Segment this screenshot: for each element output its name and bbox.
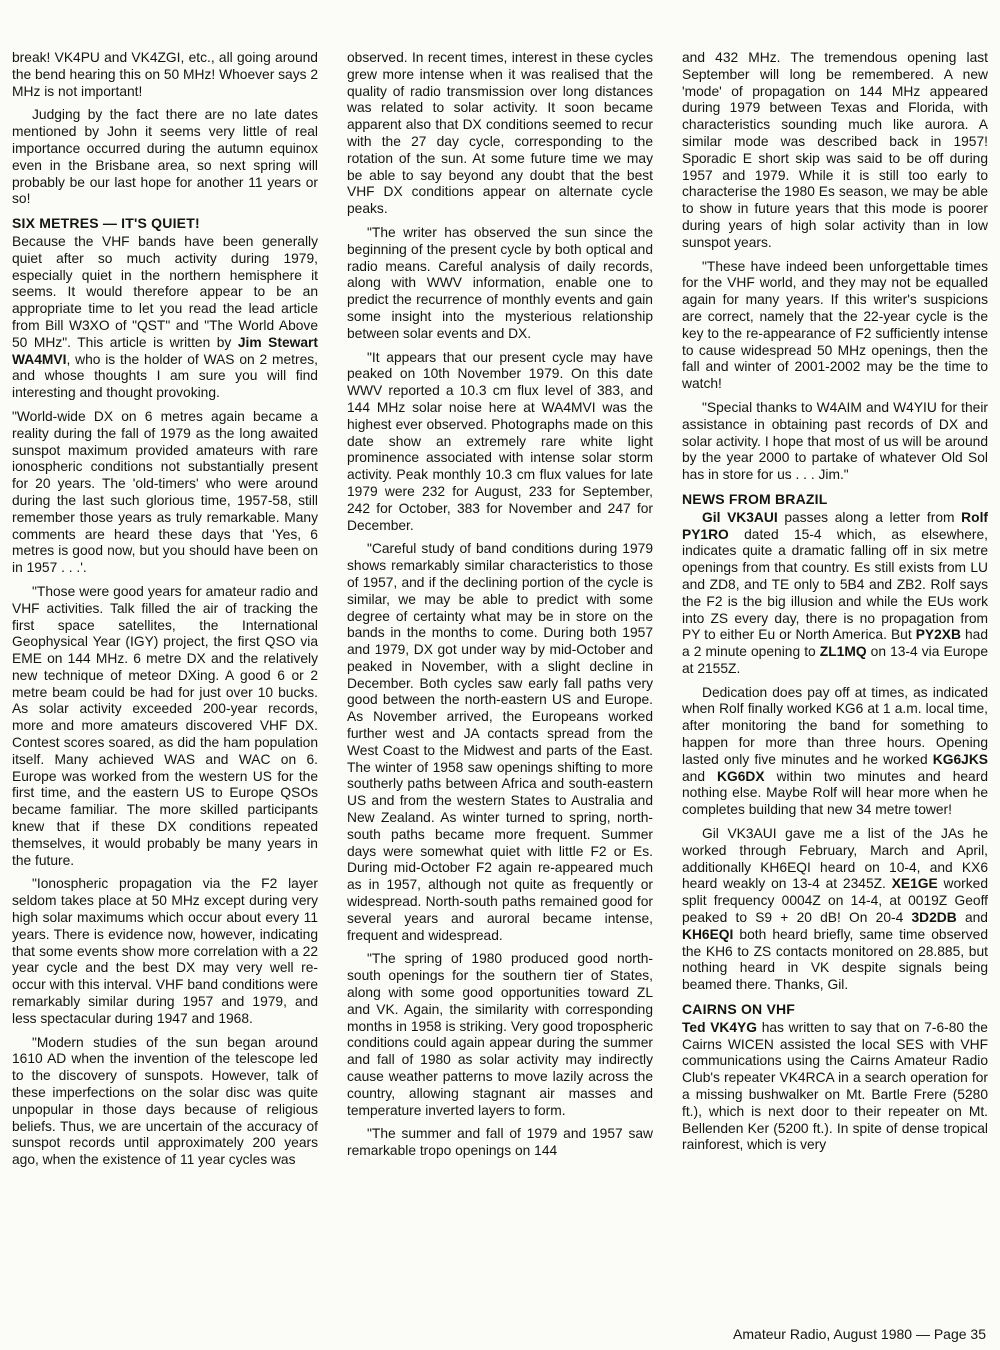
callsign: ZL1MQ <box>819 644 867 660</box>
section-heading-six-metres: SIX METRES — IT'S QUIET! <box>12 215 200 232</box>
paragraph: "Careful study of band conditions during 1979 shows remarkably similar characteristics to those of 1957, and if the declining portion of the cycle is similar, we may be able to predict with some degree of certainty what may be in store on the bands in the months to come. During both 1957 and 1979, DX got under way by mid-October and peaked in November, with a slight decline in December. Both cycles saw early fall paths very good between the north-eastern US and Europe. As November arrived, the Europeans worked further west and JA contacts spread from the West Coast to the Midwest and parts of the East. The winter of 1958 saw openings shifting to more southerly paths between Africa and south-eastern US and from the western States to Australia and New Zealand. As winter turned to spring, north-south paths became more frequent. Summer days were somewhat quiet with little F2 or Es. During mid-October F2 again re-appeared much as in 1957, although not quite as frequently or widespread. North-south paths remained good for several years and auroral became intense, frequent and widespread. <box>347 541 653 943</box>
paragraph: Judging by the fact there are no late dates mentioned by John it seems very little of real importance occurred during the autumn equinox even in the Brisbane area, so next spring will probably be our last hope for another 11 years or so! <box>12 107 318 207</box>
paragraph <box>682 510 988 678</box>
paragraph: "These have indeed been unforgettable times for the VHF world, and they may not be equalled again for many years. If this writer's suspicions are correct, namely that the 22-year cycle is the key to the re-appearance of F2 sufficiently intense to cause widespread 50 MHz openings, then the fall and winter of 2001-2002 may be the time to watch! <box>682 258 988 392</box>
paragraph: observed. In recent times, interest in these cycles grew more intense when it was realised that the quality of radio transmission over long distances was related to solar activity. It soon became apparent also that DX conditions seemed to recur with the 27 day cycle, corresponding to the rotation of the sun. At some future time we may be able to say beyond any doubt that the best VHF DX conditions appear on alternate cycle peaks. <box>347 50 653 217</box>
callsign: PY2XB <box>915 627 961 643</box>
magazine-page <box>12 50 988 1310</box>
paragraph: break! VK4PU and VK4ZGI, etc., all going around the bend hearing this on 50 MHz! Whoever says 2 MHz is not important! <box>12 50 318 99</box>
column-2 <box>347 50 653 1167</box>
author-name: Jim Stewart WA4MVI <box>12 334 318 367</box>
text-span: and <box>682 768 718 784</box>
callsign: KG6DX <box>717 768 765 784</box>
text-span: has written to say that on 7-6-80 the Cairns WICEN assisted the local SES with VHF communications using the Cairns Amateur Radio Club's repeater VK4RCA in a search operation for a missing bushwalker on Mt. Bartle Frere (5280 ft.), which is next door to their repeater on Mt. Bellenden Ker (5200 ft.). In spite of dense tropical rainforest, which is very <box>682 1019 988 1153</box>
text-span: on 13-4 via Europe at 2155Z. <box>682 644 988 676</box>
section-heading-cairns-on-vhf: CAIRNS ON VHF <box>682 1001 796 1018</box>
paragraph <box>12 234 318 402</box>
text-span: worked split frequency 0004Z on 14-4, at 0019Z Geoff peaked to S9 + 20 dB! On 20-4 <box>682 876 988 926</box>
callsign: Gil VK3AUI <box>702 509 778 525</box>
paragraph <box>682 826 988 994</box>
column-1 <box>12 50 318 1176</box>
text-span: Because the VHF bands have been generally quiet after so much activity during 1979, especially quiet in the northern hemisphere it seems. It would therefore appear to be an appropriate time to let you read the lead article from Bill W3XO of "QST" and "The World Above 50 MHz". This article is written by <box>12 233 318 350</box>
text-span: Gil VK3AUI gave me a list of the JAs he worked through February, March and April, additionally KH6EQI heard on 10-4, and KX6 heard weakly on 13-4 at 2345Z. <box>682 826 988 892</box>
text-span: dated 15-4 which, as elsewhere, indicates quite a dramatic falling off in six metre openings from that country. Es still exists from LU and ZD8, and TE only to 5B4 and ZB2. Rolf says the F2 is the big illusion and while the EUs work into ZS every day, there is no propagation from PY to either Eu or North America. But <box>682 526 988 643</box>
text-span: passes along a letter from <box>777 509 962 525</box>
text-span: and <box>956 910 988 926</box>
paragraph: "World-wide DX on 6 metres again became a reality during the fall of 1979 as the long awaited sunspot maximum provided amateurs with rare ionospheric conditions not substantially present for 20 years. The 'old-timers' who were around during the last such glorious time, 1957-58, still remember those years as truly remarkable. Many comments are heard these days that 'Yes, 6 metres is good now, but you should have been on in 1957 . . .'. <box>12 408 318 576</box>
text-span: , who is the holder of WAS on 2 metres, and whose thoughts I am sure you will find interesting and thought provoking. <box>12 351 318 401</box>
paragraph: "Modern studies of the sun began around 1610 AD when the invention of the telescope led to the discovery of sunspots. However, talk of these imperfections on the solar disc was quite unpopular in those days because of religious beliefs. Thus, we are uncertain of the accuracy of sunspot records until approximately 200 years ago, when the existence of 11 year cycles was <box>12 1034 318 1168</box>
page-footer: Amateur Radio, August 1980 — Page 35 <box>733 1326 986 1342</box>
paragraph <box>682 685 988 819</box>
paragraph: "It appears that our present cycle may have peaked on 10th November 1979. On this date WWV reported a 10.3 cm flux level of 383, and 144 MHz solar noise here at WA4MVI was the highest ever observed. Photographs made on this date show an extremely rare white light prominence associated with intense solar storm activity. Peak monthly 10.3 cm flux values for late 1979 were 232 for August, 233 for September, 242 for October, 383 for November and 247 for December. <box>347 349 653 533</box>
paragraph: "The summer and fall of 1979 and 1957 saw remarkable tropo openings on 144 <box>347 1126 653 1159</box>
callsign: KH6EQI <box>682 926 734 942</box>
paragraph: "Special thanks to W4AIM and W4YIU for their assistance in obtaining past records of DX and solar activity. I hope that most of us will be around by the year 2000 to partake of whatever Old Sol has in store for us . . . Jim." <box>682 399 988 483</box>
text-span: Dedication does pay off at times, as indicated when Rolf finally worked KG6 at 1 a.m. local time, after monitoring the band for something to happen for more than three hours. Opening lasted only five minutes and he worked <box>682 684 988 767</box>
text-span: both heard briefly, same time observed the KH6 to ZS contacts monitored on 28.885, but nothing heard in VK despite signals being beamed there. Thanks, Gil. <box>682 926 988 993</box>
paragraph: and 432 MHz. The tremendous opening last September will long be remembered. A new 'mode' of propagation on 144 MHz appeared during 1979 between Texas and Florida, with characteristics sounding much like aurora. A similar mode was described back in 1957! Sporadic E short skip was said to be off during 1957 and 1979. While it is still too early to characterise the 1980 Es season, we may be able to show in future years that this mode is poorer during years of high solar activity than in low sunspot years. <box>682 50 988 250</box>
callsign: 3D2DB <box>911 910 957 926</box>
text-span: had a 2 minute opening to <box>682 627 988 660</box>
callsign: XE1GE <box>891 876 938 892</box>
paragraph: "The spring of 1980 produced good north-south openings for the southern tier of States, along with some good opportunities toward ZL and VK. Again, the similarity with corresponding months in 1958 is striking. Very good tropospheric conditions could again appear during the summer and fall of 1980 as solar activity may indirectly cause weather patterns to move lazily across the country, allowing stagnant air masses and temperature inverted layers to form. <box>347 951 653 1118</box>
text-span: within two minutes and heard nothing else. Maybe Rolf will hear more when he completes building that new 34 metre tower! <box>682 768 988 818</box>
callsign: KG6JKS <box>932 751 988 767</box>
paragraph: "Those were good years for amateur radio and VHF activities. Talk filled the air of tracking the first space satellites, the International Geophysical Year (IGY) project, the first QSO via EME on 144 MHz. 6 metre DX and the relatively new technique of meteor DXing. A good 6 or 2 metre beam could be had for just over 10 bucks. As solar activity exceeded 200-year records, more and more amateurs discovered VHF DX. Contest scores soared, as did the ham population itself. Many achieved WAS and WAC on 6. Europe was worked from the western US for the first time, and the eastern US to Europe QSOs became familiar. The more skilled participants knew that if these DX conditions repeated themselves, it would probably be many years in the future. <box>12 583 318 868</box>
column-3 <box>682 50 988 1161</box>
paragraph: "Ionospheric propagation via the F2 layer seldom takes place at 50 MHz except during very high solar maximums which occur about every 11 years. There is evidence now, however, indicating that some events show more correlation with a 22 year cycle and the best DX may very well re-occur with this interval. VHF band conditions were remarkably similar during 1957 and 1979, and less spectacular during 1947 and 1968. <box>12 876 318 1026</box>
section-heading-news-from-brazil: NEWS FROM BRAZIL <box>682 490 828 507</box>
paragraph: "The writer has observed the sun since the beginning of the present cycle by both optical and radio means. Careful analysis of daily records, along with WWV information, enable one to predict the recurrence of monthly events and gain some insight into the mysterious relationship between solar events and DX. <box>347 224 653 341</box>
callsign: Ted VK4YG <box>682 1019 757 1035</box>
callsign: Rolf PY1RO <box>682 509 988 542</box>
paragraph <box>682 1020 988 1154</box>
